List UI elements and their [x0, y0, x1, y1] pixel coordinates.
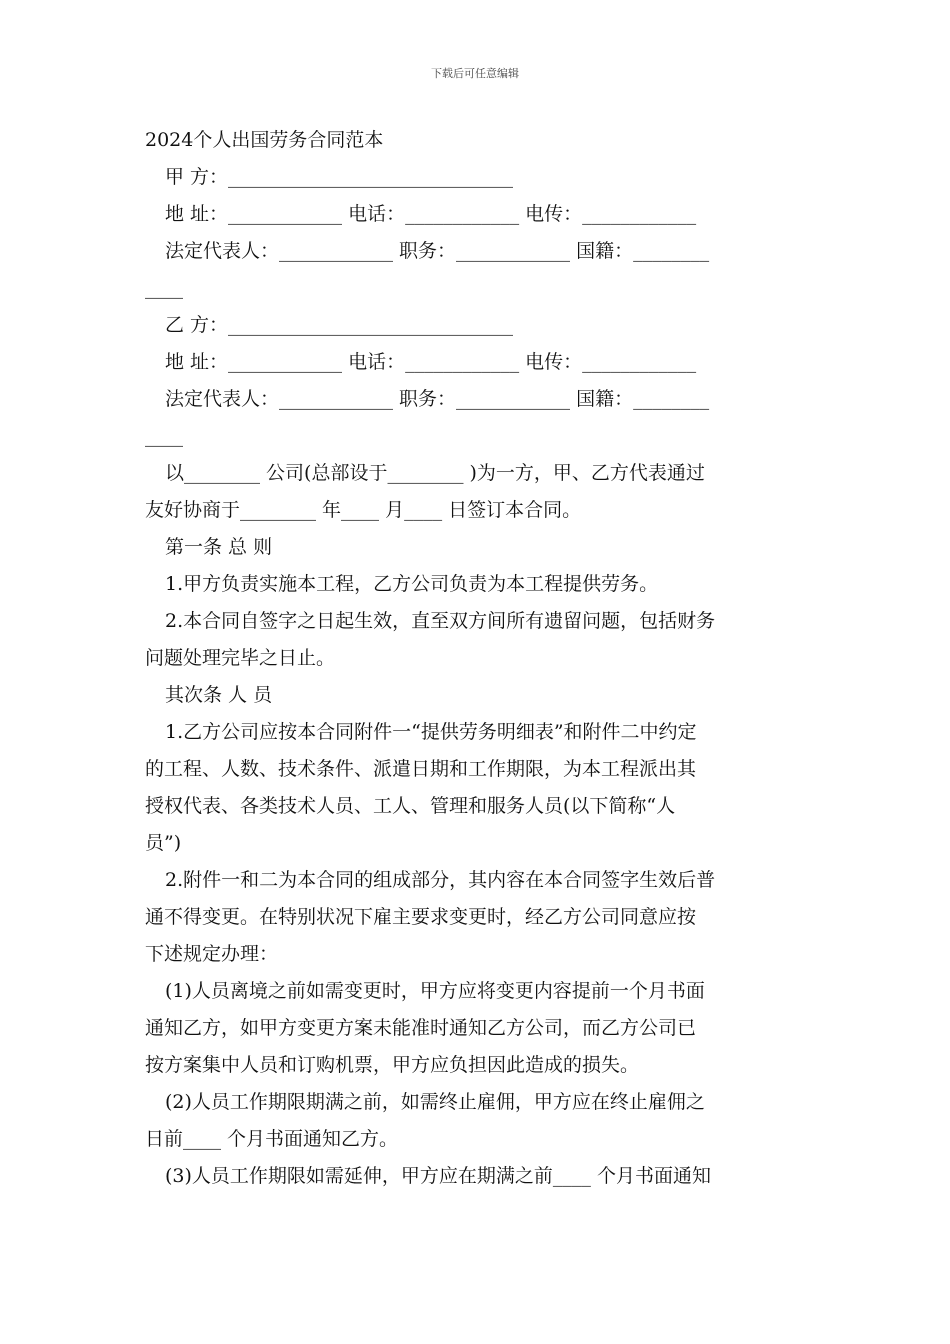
document-line: 1.乙方公司应按本合同附件一“提供劳务明细表”和附件二中约定 [165, 721, 697, 743]
document-line: 地 址：____________ 电话：____________ 电传：____________ [165, 351, 697, 373]
document-line: 1.甲方负责实施本工程，乙方公司负责为本工程提供劳务。 [165, 573, 659, 595]
document-line: 通知乙方，如甲方变更方案未能准时通知乙方公司，而乙方公司已 [145, 1017, 697, 1039]
document-line: 法定代表人：____________ 职务：____________ 国籍：________ [165, 240, 710, 262]
document-line: 2.本合同自签字之日起生效，直至双方间所有遗留问题，包括财务 [165, 610, 716, 632]
document-body [145, 122, 810, 1195]
document-line: 问题处理完毕之日止。 [145, 647, 336, 669]
page-header-note: 下载后可任意编辑 [431, 67, 519, 80]
document-line: (1)人员离境之前如需变更时，甲方应将变更内容提前一个月书面 [165, 980, 705, 1002]
document-line: ____ [145, 277, 183, 299]
document-line: 法定代表人：____________ 职务：____________ 国籍：________ [165, 388, 710, 410]
document-line: (3)人员工作期限如需延伸，甲方应在期满之前____ 个月书面通知 [165, 1165, 711, 1187]
document-line: 其次条 人 员 [165, 684, 273, 706]
document-title: 2024个人出国劳务合同范本 [145, 129, 384, 151]
document-line: 以________ 公司(总部设于________ )为一方，甲、乙方代表通过 [165, 462, 705, 484]
document-line: 的工程、人数、技术条件、派遣日期和工作期限，为本工程派出其 [145, 758, 697, 780]
document-line: 乙 方：______________________________ [165, 314, 514, 336]
document-line: 地 址：____________ 电话：____________ 电传：____________ [165, 203, 697, 225]
document-line: 通不得变更。在特别状况下雇主要求变更时，经乙方公司同意应按 [145, 906, 697, 928]
document-line: ____ [145, 425, 183, 447]
document-line: (2)人员工作期限期满之前，如需终止雇佣，甲方应在终止雇佣之 [165, 1091, 705, 1113]
document-line: 日前____ 个月书面通知乙方。 [145, 1128, 399, 1150]
document-line: 2.附件一和二为本合同的组成部分，其内容在本合同签字生效后普 [165, 869, 716, 891]
document-line: 下述规定办理： [145, 943, 279, 965]
document-line: 友好协商于________ 年____ 月____ 日签订本合同。 [145, 499, 582, 521]
document-line: 员”) [145, 832, 182, 854]
document-line: 第一条 总 则 [165, 536, 273, 558]
document-line: 按方案集中人员和订购机票，甲方应负担因此造成的损失。 [145, 1054, 640, 1076]
document-line: 甲 方：______________________________ [165, 166, 514, 188]
document-line: 授权代表、各类技术人员、工人、管理和服务人员(以下简称“人 [145, 795, 676, 817]
